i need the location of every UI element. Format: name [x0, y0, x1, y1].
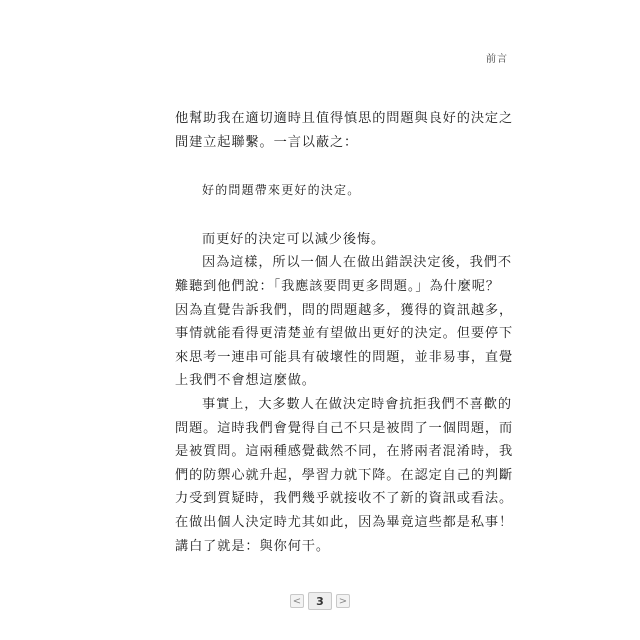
pagination: [0, 591, 640, 611]
text-line: 講白了就是：與你何干。: [175, 538, 330, 554]
text-line: 事情就能看得更清楚並有望做出更好的決定。但要停下: [175, 326, 514, 342]
current-page-number: 3: [308, 592, 332, 610]
running-header: 前言: [486, 54, 508, 65]
chevron-right-icon: >: [338, 595, 348, 607]
text-line: 是被質問。這兩種感覺截然不同，在將兩者混淆時，我: [175, 444, 514, 460]
text-line: 力受到質疑時，我們幾乎就接收不了新的資訊或看法。: [175, 491, 514, 507]
text-line: 難聽到他們說：「我應該要問更多問題。」為什麼呢？: [175, 278, 500, 294]
text-line: 他幫助我在適切適時且值得慎思的問題與良好的決定之: [175, 111, 514, 126]
text-line: 因為這樣，所以一個人在做出錯誤決定後，我們不: [202, 255, 512, 271]
text-line: 在做出個人決定時尤其如此，因為畢竟這些都是私事！: [175, 514, 514, 530]
text-line: 來思考一連串可能具有破壞性的問題，並非易事，直覺: [175, 349, 514, 365]
body-text: [175, 107, 514, 558]
text-line: 而更好的決定可以減少後悔。: [202, 231, 386, 247]
text-line: 們的防禦心就升起，學習力就下降。在認定自己的判斷: [175, 467, 514, 483]
text-line: 事實上，大多數人在做決定時會抗拒我們不喜歡的: [202, 396, 512, 412]
paragraph-gap: [175, 154, 495, 179]
text-line: 問題。這時我們會覺得自己不只是被問了一個問題，而: [175, 420, 514, 436]
next-page-button[interactable]: [336, 594, 350, 608]
text-line: 因為直覺告訴我們，問的問題越多，獲得的資訊越多，: [175, 302, 514, 318]
prev-page-button[interactable]: [290, 594, 304, 608]
text-line: 間建立起聯繫。一言以蔽之：: [175, 134, 359, 150]
quote-line: 好的問題帶來更好的決定。: [202, 183, 361, 198]
text-line: 上我們不會想這麼做。: [175, 373, 316, 389]
chevron-left-icon: <: [292, 595, 302, 607]
paragraph-gap: [175, 203, 495, 228]
